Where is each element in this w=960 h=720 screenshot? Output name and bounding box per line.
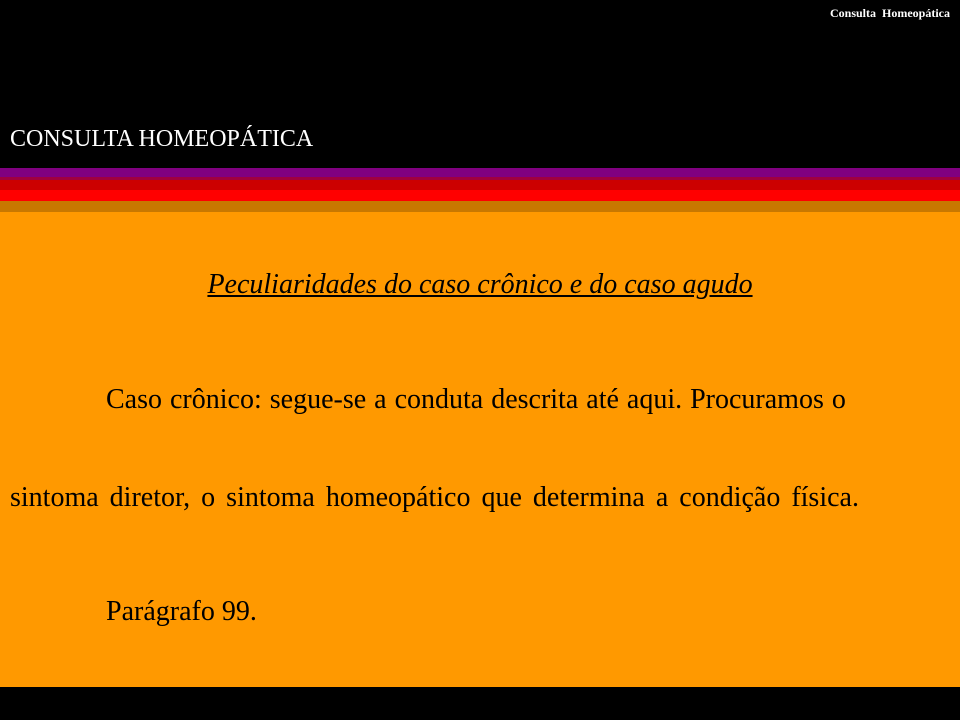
section-title: CONSULTA HOMEOPÁTICA: [10, 126, 314, 152]
divider-stripe-purple: [0, 168, 960, 177]
divider-stripe-brown: [0, 201, 960, 212]
divider-stripe-crimson: [0, 180, 960, 190]
corner-title: Consulta Homeopática: [830, 6, 950, 20]
content-area: [0, 212, 960, 687]
paragraph-reference: Parágrafo 99.: [106, 596, 257, 627]
paragraph-line-2: sintoma diretor, o sintoma homeopático que determina a condição física.: [10, 482, 859, 513]
divider-stripe-red: [0, 190, 960, 201]
paragraph-line-1: Caso crônico: segue-se a conduta descrita até aqui. Procuramos o: [106, 384, 846, 415]
slide-heading: Peculiaridades do caso crônico e do caso agudo: [207, 269, 753, 300]
